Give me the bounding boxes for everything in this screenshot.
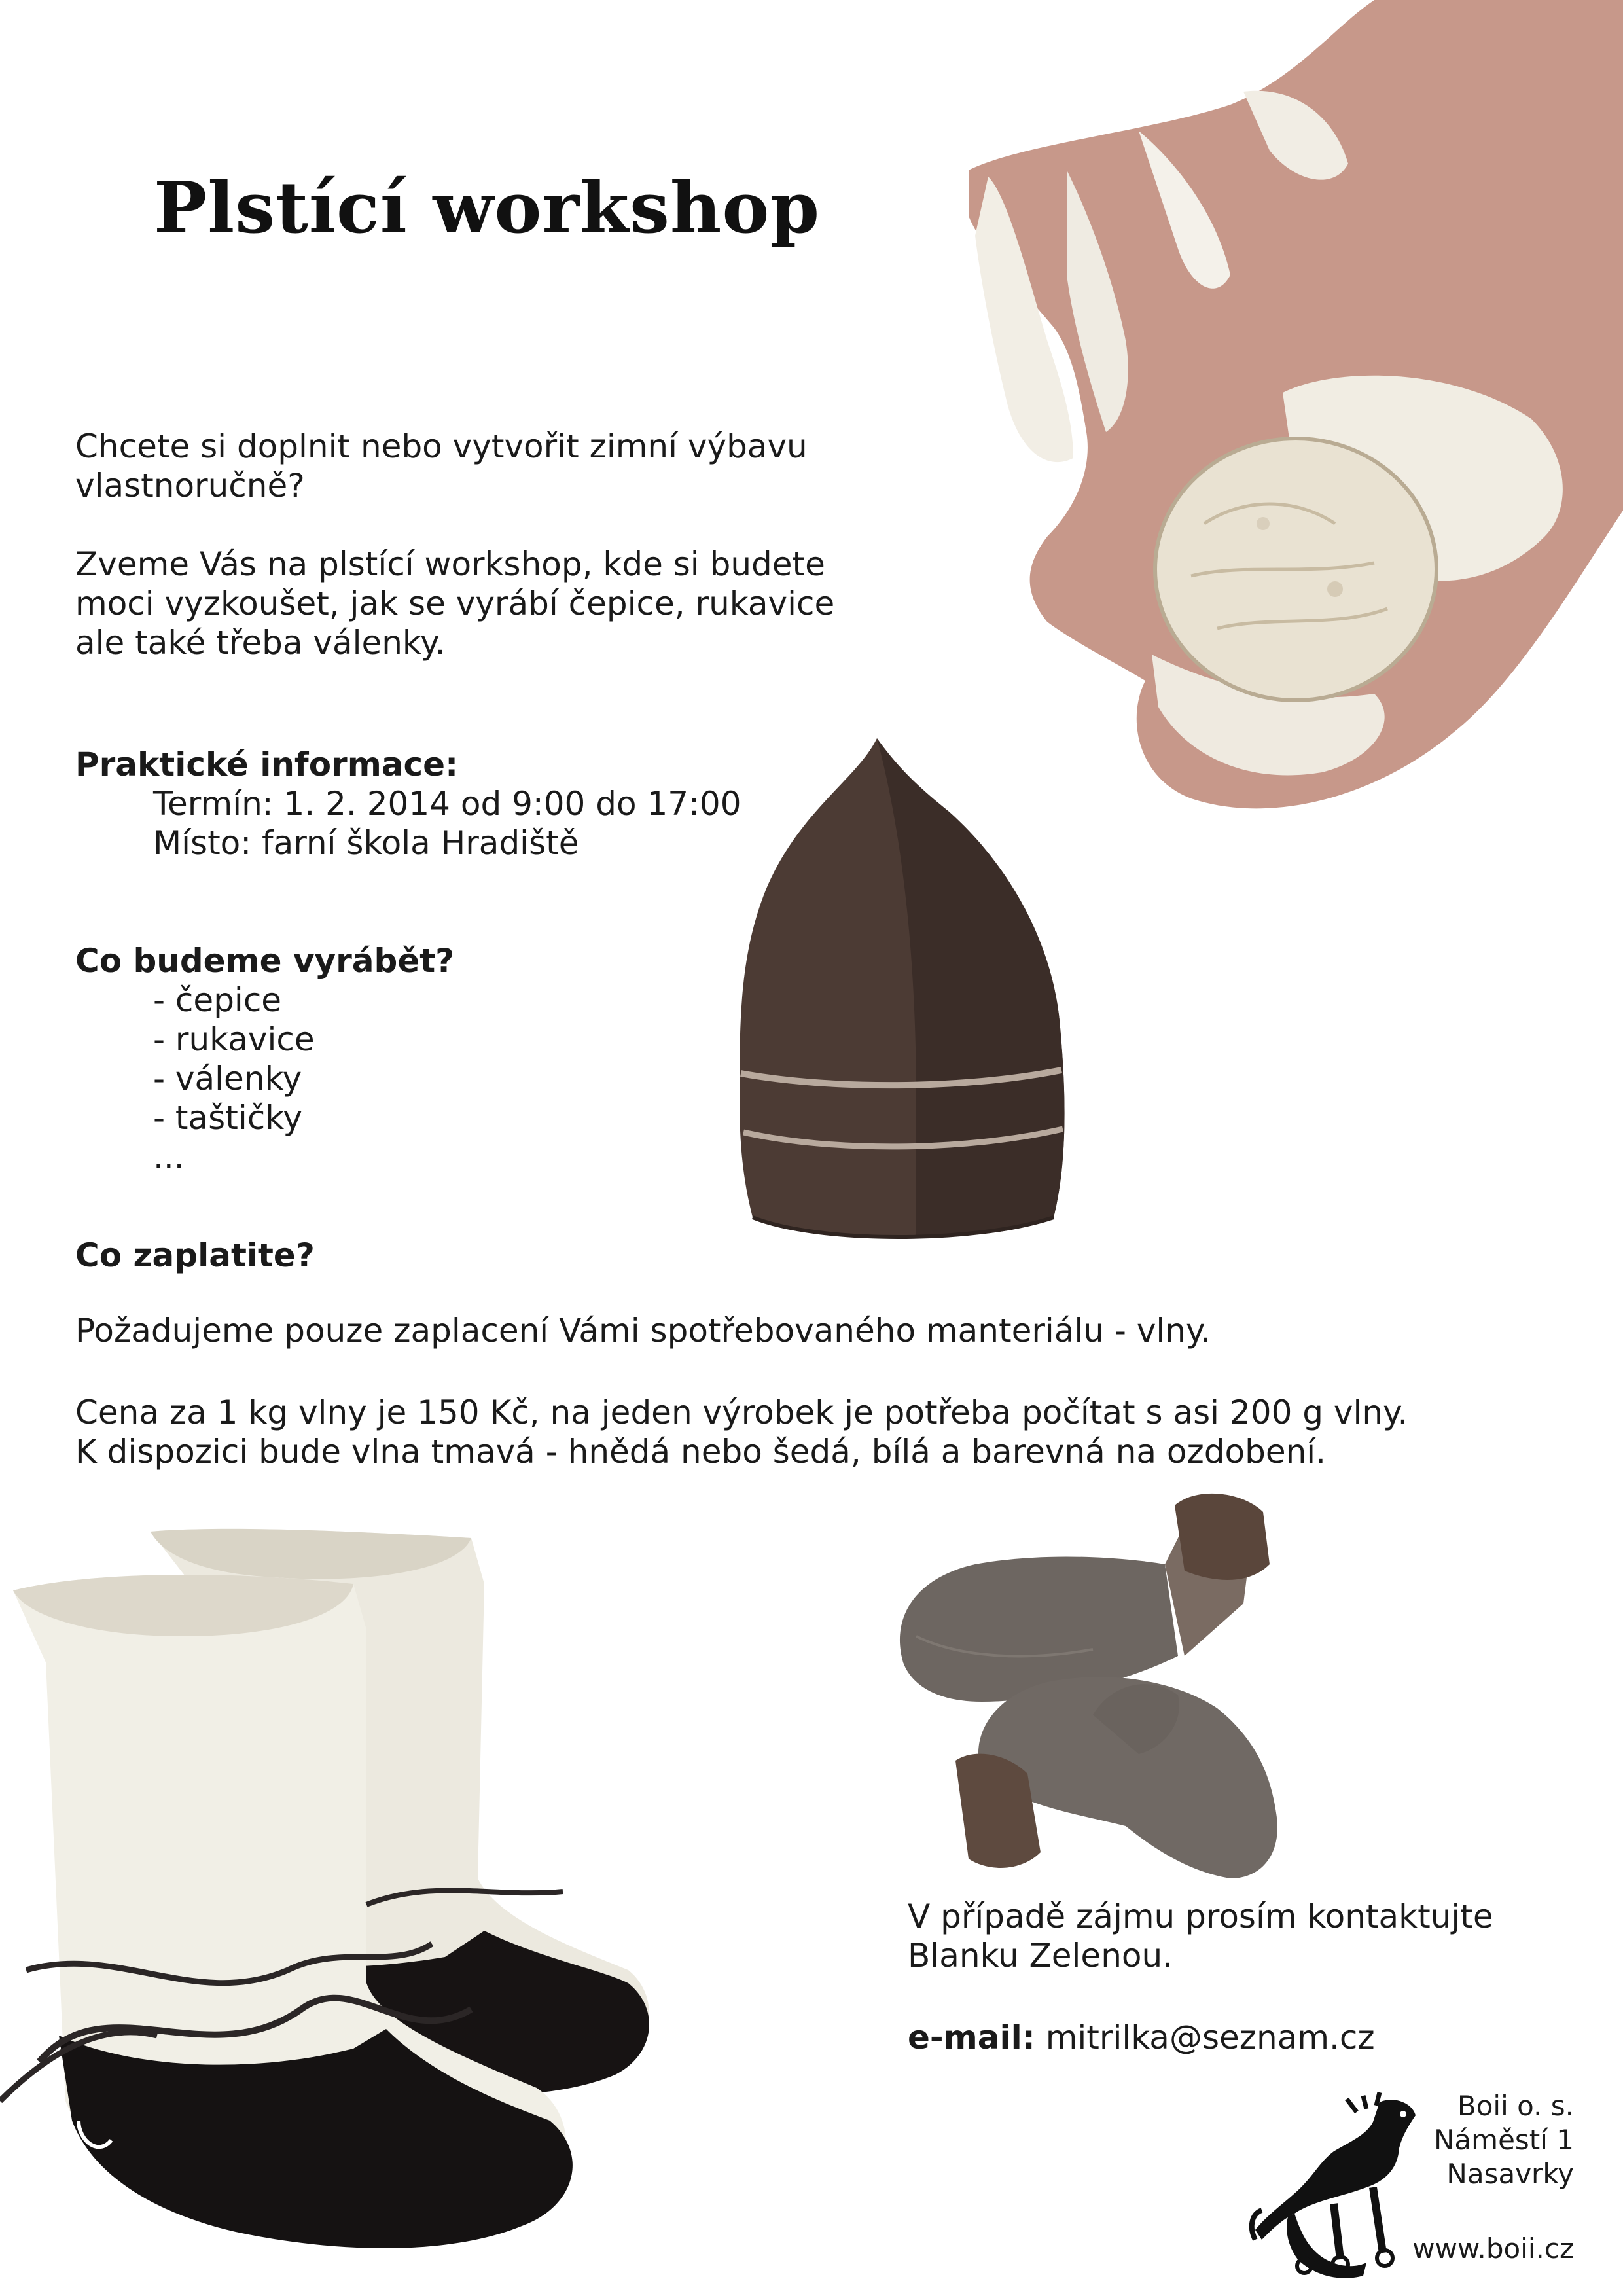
products-heading: Co budeme vyrábět? [75,942,455,980]
invite-line-1: Zveme Vás na plstící workshop, kde si budete [75,545,825,583]
product-item: - taštičky [153,1099,302,1137]
practical-date: Termín: 1. 2. 2014 od 9:00 do 17:00 [153,785,741,823]
payment-line-3: K dispozici bude vlna tmavá - hnědá nebo šedá, bílá a barevná na ozdobení. [75,1433,1327,1471]
payment-line-2: Cena za 1 kg vlny je 150 Kč, na jeden výrobek je potřeba počítat s asi 200 g vlny. [75,1393,1408,1431]
payment-line-1: Požadujeme pouze zaplacení Vámi spotřebovaného manteriálu - vlny. [75,1312,1211,1350]
page-title: Plstící workshop [154,167,820,249]
invite-line-3: ale také třeba válenky. [75,624,446,662]
product-item: ... [153,1138,185,1176]
practical-heading: Praktické informace: [75,745,459,783]
intro-line-1: Chcete si doplnit nebo vytvořit zimní výbavu [75,427,808,465]
email-link[interactable]: mitrilka@seznam.cz [1045,2018,1375,2056]
org-name: Boii o. s. [1457,2090,1574,2122]
product-item: - čepice [153,981,282,1019]
contact-line-2: Blanku Zelenou. [908,1937,1173,1975]
org-street: Náměstí 1 [1434,2124,1574,2156]
contact-line-1: V případě zájmu prosím kontaktujte [908,1897,1493,1935]
felt-boots-photo [0,1512,694,2291]
product-item: - rukavice [153,1020,315,1058]
invite-line-2: moci vyzkoušet, jak se vyrábí čepice, rukavice [75,584,835,622]
org-city: Nasavrky [1446,2158,1574,2190]
product-item: - válenky [153,1060,302,1098]
email-label: e-mail: [908,2018,1035,2056]
intro-line-2: vlastnoručně? [75,467,305,505]
felt-hat-photo [700,733,1093,1244]
practical-place: Místo: farní škola Hradiště [153,824,579,862]
felt-mittens-photo [877,1486,1335,1905]
org-web-link[interactable]: www.boii.cz [1412,2233,1574,2265]
payment-heading: Co zaplatite? [75,1236,315,1274]
